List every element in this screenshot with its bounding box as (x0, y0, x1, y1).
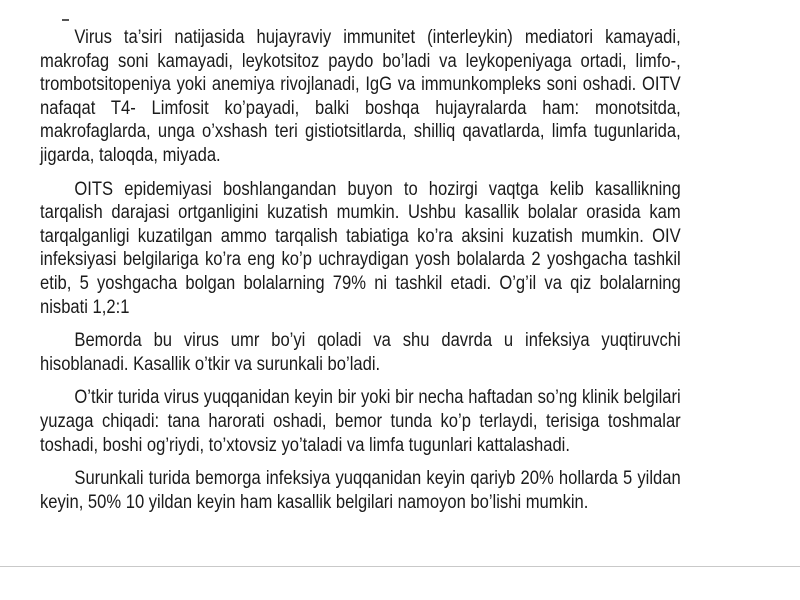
paragraph-chronic-form: Surunkali turida bemorga infeksiya yuqqanidan keyin qariyb 20% hollarda 5 yildan keyin, 50% 10 yildan keyin ham kasallik belgilari namoyon bo’lishi mumkin. (40, 468, 681, 513)
paragraph-immunity: Virus ta’siri natijasida hujayraviy immunitet (interleykin) mediatori kamayadi, makrofag soni kamayadi, leykotsitoz paydo bo’ladi va leykopeniyaga ortadi, limfo-, trombotsitopeniya yoki anemiya rivojlanadi, IgG va immunkompleks soni oshadi. OITV nafaqat T4- Limfosit ko’payadi, balki boshqa hujayralarda ham: monotsitda, makrofaglarda, unga o’xshash teri gistiotsitlarda, shilliq qavatlarda, limfa tugunlarida, jigarda, taloqda, miyada. (40, 27, 681, 166)
paragraph-epidemiology: OITS epidemiyasi boshlangandan buyon to hozirgi vaqtga kelib kasallikning tarqalish darajasi ortganligini kuzatish mumkin. Ushbu kasallik bolalar orasida kam tarqalganligi kuzatilgan ammo tarqalish tabiatiga ko’ra aksini kuzatish mumkin. OIV infeksiyasi belgilariga ko’ra eng ko’p uchraydigan yosh bolalarda 2 yoshgacha tashkil etib, 5 yoshgacha bolgan bolalarning 79% ni tashkil etadi. O’g’il va qiz bolalarning nisbati 1,2:1 (40, 178, 681, 318)
scan-mark (62, 19, 69, 21)
paragraph-persistence: Bemorda bu virus umr bo’yi qoladi va shu davrda u infeksiya yuqtiruvchi hisoblanadi. Kasallik o’tkir va surunkali bo’ladi. (40, 330, 681, 375)
paragraph-acute-form: O’tkir turida virus yuqqanidan keyin bir yoki bir necha haftadan so’ng klinik belgilari yuzaga chiqadi: tana harorati oshadi, bemor tunda ko’p terlaydi, terisiga toshmalar toshadi, boshi og’riydi, to’xtovsiz yo’taladi va limfa tugunlari kattalashadi. (40, 387, 681, 456)
body-text (40, 26, 681, 514)
page-divider (0, 566, 800, 567)
